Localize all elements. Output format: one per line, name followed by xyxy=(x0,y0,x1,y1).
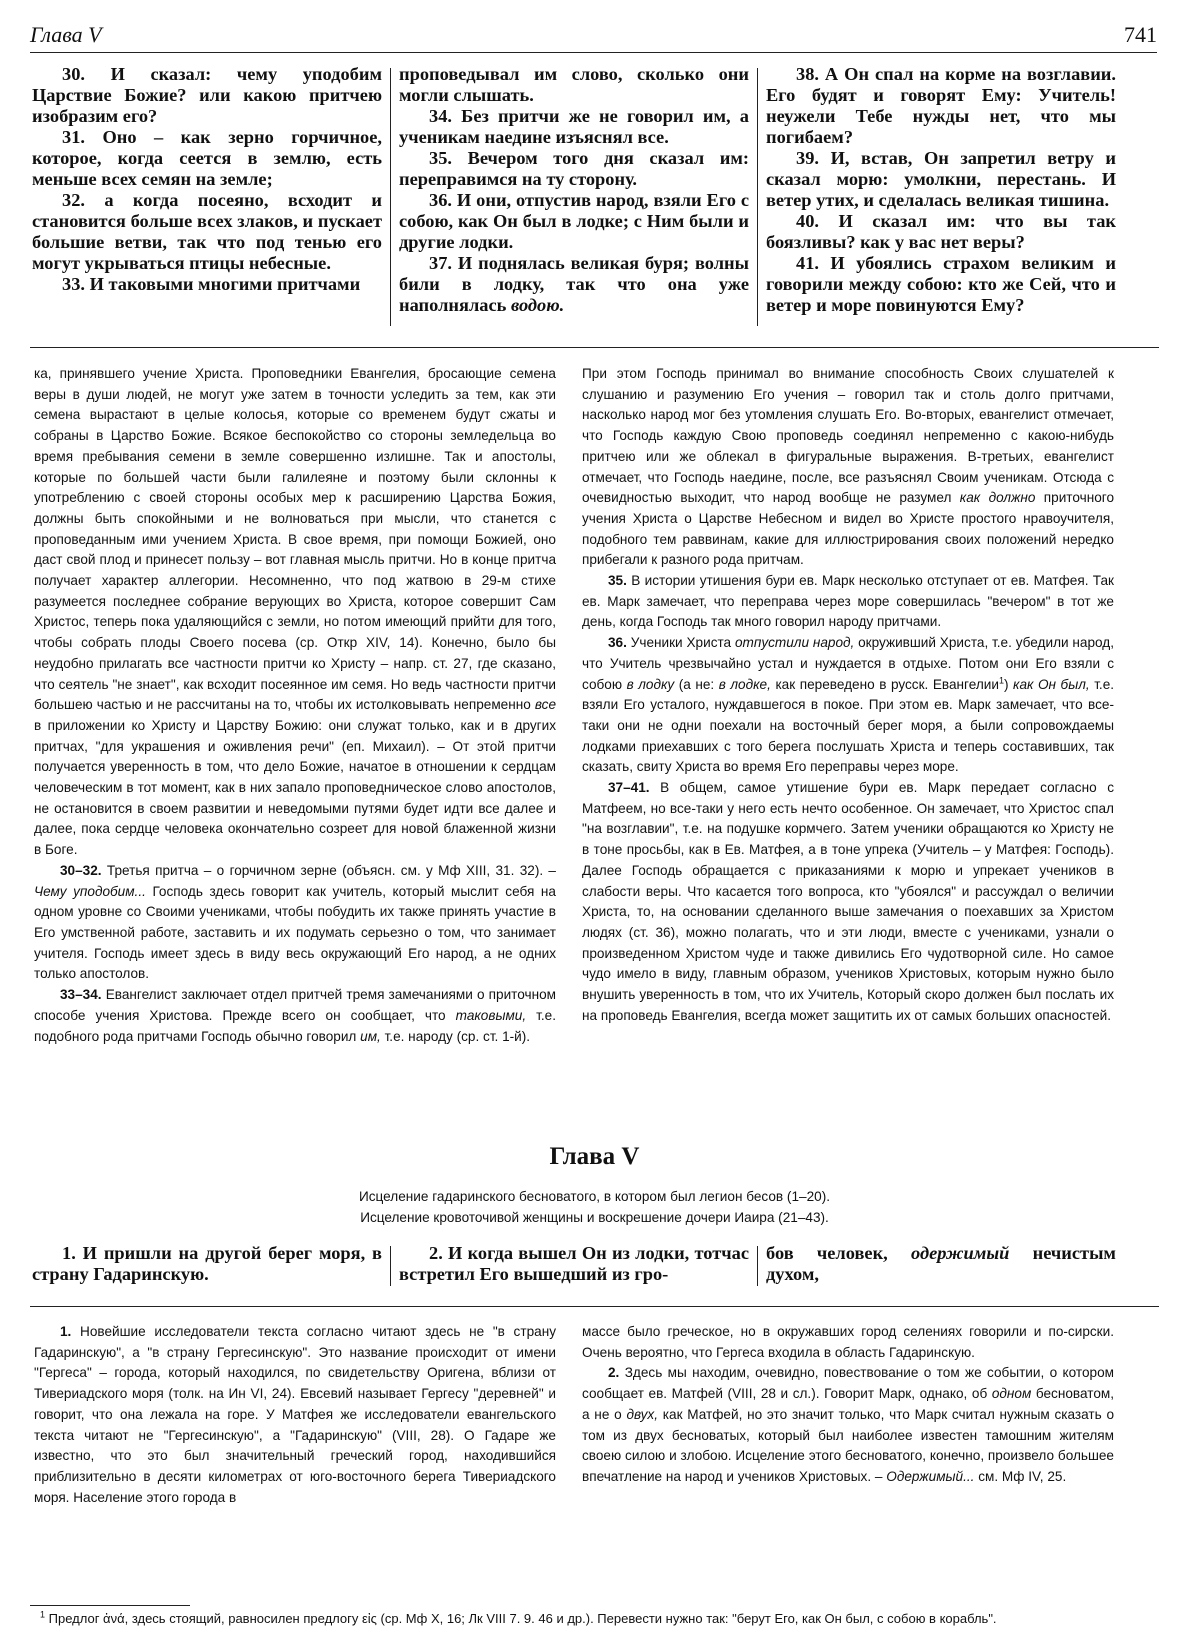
running-head-title: Глава V xyxy=(30,22,102,47)
verse-38: 38. А Он спал на корме на возглавии. Его будят и говорят Ему: Учитель! неужели Тебе нужды нет, что мы погибаем? xyxy=(766,64,1116,147)
running-head xyxy=(30,20,1157,53)
verse-column-3 xyxy=(766,64,1116,316)
commentary-bottom-left xyxy=(34,1322,556,1508)
commentary-paragraph: 33–34. Евангелист заключает отдел притчей тремя замечаниями о приточном способе учения Христова. Прежде всего он сообщает, что таковыми, т.е. подобного рода притчами Господь обычно говорил им, т.е. народу (ср. ст. 1-й). xyxy=(34,987,557,1044)
verse-1: 1. И пришли на другой берег моря, в страну Гадаринскую. xyxy=(32,1243,382,1284)
chapter-title: Глава V xyxy=(549,1143,640,1170)
commentary-left xyxy=(34,364,556,1047)
summary-line: Исцеление кровоточивой женщины и воскрешение дочери Иаира (21–43). xyxy=(360,1210,829,1225)
page-number: 741 xyxy=(1124,22,1157,47)
commentary-right xyxy=(582,364,1114,1027)
commentary-paragraph: 1. Новейшие исследователи текста согласно читают здесь не "в страну Гадаринскую", а "в страну Гергесинскую". Это название происходит от имени "Гергеса" – города, который находился, по свидетельству Оригена, вблизи от Тивериадского моря (толк. на Ин VI, 24). Евсевий называет Гергесу "деревней" и говорит, что она лежала на горе. У Матфея же исследователи евангельского текста читают не "Гергесинскую", а "Гадаринскую" (VIII, 28). О Гадаре же известно, что это был значительный греческий город, находившийся приблизительно в десяти километрах от юго-восточного берега Тивериадского моря. Население этого города в xyxy=(34,1324,556,1505)
chapter-verse-column-2 xyxy=(399,1243,749,1285)
verse-2-cont: бов человек, одержимый нечистым духом, xyxy=(766,1243,1116,1284)
footnote-number: 1 xyxy=(40,1609,46,1620)
verse-31: 31. Оно – как зерно горчичное, которое, когда сеется в землю, есть меньше всех семян на земле; xyxy=(32,127,382,189)
verse-column-1 xyxy=(32,64,382,295)
verse-33-end: проповедывал им слово, сколько они могли слышать. xyxy=(399,64,749,105)
chapter-verse-column-3 xyxy=(766,1243,1116,1285)
commentary-bottom-right xyxy=(582,1322,1114,1488)
verse-33-start: 33. И таковыми многими притчами xyxy=(62,274,361,294)
column-divider xyxy=(390,68,391,326)
verse-35: 35. Вечером того дня сказал им: переправимся на ту сторону. xyxy=(399,148,749,189)
commentary-paragraph: массе было греческое, но в окружавших город селениях говорили и по-сирски. Очень вероятно, что Гергеса входила в область Гадаринскую. xyxy=(582,1324,1114,1360)
footnote xyxy=(40,1610,1159,1628)
footnote-text: Предлог ἀνά, здесь стоящий, равносилен предлогу εἰς (ср. Мф X, 16; Лк VIII 7. 9. 46 и др.). Перевести нужно так: "берут Его, как Он был, с собою в корабль". xyxy=(48,1611,997,1626)
footnote-rule xyxy=(30,1605,190,1606)
footnote-marker: 1 xyxy=(998,675,1004,686)
verse-41: 41. И убоялись страхом великим и говорили между собою: кто же Сей, что и ветер и море повинуются Ему? xyxy=(766,253,1116,315)
column-divider xyxy=(757,1246,758,1286)
verse-40: 40. И сказал им: что вы так боязливы? как у вас нет веры? xyxy=(766,211,1116,252)
column-divider xyxy=(757,68,758,326)
verse-32: 32. а когда посеяно, всходит и становится больше всех злаков, и пускает большие ветви, так что под тенью его могут укрываться птицы небесные. xyxy=(32,190,382,273)
verse-37-emphasis: водою. xyxy=(510,295,565,315)
verse-column-2 xyxy=(399,64,749,316)
commentary-paragraph: ка, принявшего учение Христа. Проповедники Евангелия, бросающие семена веры в души людей, не могут уже затем в точности уследить за тем, как эти семена вырастают в целые колосья, которые со временем будут сжаты и собраны в Царство Божие. Всякое беспокойство со стороны земледельца во время пребывания семени в земле совершенно излишне. Так и апостолы, которые по большей части были галилеяне и поэтому были склонны к употреблению с своей стороны особых мер к расширению Царства Божия, должны быть спокойными и не волноваться при мысли, что станется с проповеданным ими учением Христа. В свое время, при помощи Божией, оно даст свой плод и принесет пользу – вот главная мысль притчи. Но в конце притча получает характер аллегории. Несомненно, что под жатвою в 29-м стихе разумеется последнее собрание верующих во Христа, которое совершит Сам Христос, теперь пока удаляющийся с земли, но потом имеющий прийти для того, чтобы собрать плоды Своего посева (ср. Откр XIV, 14). Конечно, было бы неудобно прилагать все частности притчи ко Христу – напр. ст. 27, где сказано, что сеятель "не знает", как всходит посеянное им семя. Но ведь частности притчи большею частью и не рассчитаны на то, чтобы их истолковывать непременно все в приложении ко Христу и Царству Божию: они служат только, как и в других притчах, "для украшения и оживления речи" (еп. Михаил). – От этой притчи получается уверенность в том, что дело Божие, начатое в отношении к сердцам человеческим в тот момент, как в них запало проповедническое слово апостолов, не остановится в своем развитии и неведомыми путями будет идти все далее и далее, пока сердце человека окончательно созреет для новой блаженной жизни в Боге. xyxy=(34,366,557,858)
commentary-paragraph: 36. Ученики Христа отпустили народ, окруживший Христа, т.е. убедили народ, что Учитель чрезвычайно устал и нуждается в отдыхе. Потом они Его взяли с собою в лодку (а не: в лодке, как переведено в русск. Евангелии$^1$) как Он был, т.е. взяли Его усталого, нуждавшегося в покое. При этом ев. Марк замечает, что все-таки они не одни поехали на восточный берег моря, а были сопровождаемы лодками приехавших с того берега послушать Христа и теперь составивших, так сказать, свиту Христа во время Его переправы через море. xyxy=(582,635,1115,775)
commentary-paragraph: 30–32. Третья притча – о горчичном зерне (объясн. см. у Мф XIII, 31. 32). – Чему уподобим... Господь здесь говорит как учитель, который мыслит себя на одном уровне со Своими учениками, чтобы побудить их также принять участие в Его умственной работе, заставить и их подумать серьезно о том, что занимает учителя. Господь имеет здесь в виду весь окружающий Его народ, а не одних только апостолов. xyxy=(34,862,556,982)
verse-36: 36. И они, отпустив народ, взяли Его с собою, как Он был в лодке; с Ним были и другие лодки. xyxy=(399,190,749,252)
column-divider xyxy=(390,1246,391,1286)
summary-line: Исцеление гадаринского бесноватого, в котором был легион бесов (1–20). xyxy=(358,1189,831,1204)
commentary-paragraph: При этом Господь принимал во внимание способность Своих слушателей к слушанию и разумению Его учения – говорил так и столь долго притчами, насколько народ мог без утомления слушать Его. Во-вторых, евангелист отмечает, что Господь каждую Свою проповедь соединял непременно с какою-нибудь притчею или же облекал в фигуральные выражения. В-третьих, евангелист отмечает, что Господь наедине, после, все разъяснял Своим ученикам. Отсюда с очевидностью выходит, что народ вообще не разумел как должно приточного учения Христа о Царстве Небесном и видел во Христе простого нравоучителя, подобного тем раввинам, какие для иллюстрирования своих положений нередко прибегали к разного рода притчам. xyxy=(582,366,1114,568)
verse-30: 30. И сказал: чему уподобим Царствие Божие? или какою притчею изобразим его? xyxy=(32,64,382,126)
verse-37-text: 37. И поднялась великая буря; волны били в лодку, так что она уже наполнялась xyxy=(399,253,749,315)
commentary-paragraph: 2. Здесь мы находим, очевидно, повествование о том же событии, о котором сообщает ев. Матфей (VIII, 28 и сл.). Говорит Марк, однако, об одном бесноватом, а не о двух, как Матфей, но это значит только, что Марк считал нужным сказать о том из двух бесноватых, который был наиболее известен тамошним жителям своею силою и злобою. Исцеление этого бесноватого, конечно, произвело большее впечатление на народ и учеников Христовых. – Одержимый... см. Мф IV, 25. xyxy=(582,1365,1115,1484)
verse-2: 2. И когда вышел Он из лодки, тотчас встретил Его вышедший из гро- xyxy=(399,1243,749,1284)
chapter-verse-column-1 xyxy=(32,1243,382,1285)
section-rule xyxy=(30,1306,1159,1307)
section-rule xyxy=(30,347,1159,348)
verse-39: 39. И, встав, Он запретил ветру и сказал морю: умолкни, перестань. И ветер утих, и сделалась великая тишина. xyxy=(766,148,1116,210)
verse-34: 34. Без притчи же не говорил им, а ученикам наедине изъяснял все. xyxy=(399,106,749,147)
chapter-summary xyxy=(0,1186,1189,1228)
commentary-paragraph: 37–41. В общем, самое утишение бури ев. Марк передает согласно с Матфеем, но все-таки у него есть нечто особенное. Он замечает, что Христос спал "на возглавии", т.е. на подушке кормчего. Затем ученики обращаются ко Христу не в тоне просьбы, как в Ев. Матфея, а в тоне упрека (Учитель – у Матфея: Господь). Далее Господь обращается с приказаниями к морю и упрекает учеников в слабости веры. Что касается того вопроса, кто "убоялся" и рассуждал о величии Христа, то, на основании сделанного выше замечания о поехавших за Христом людях (ст. 36), можно полагать, что и эти люди, вместе с учениками, узнали о произведенном Христом чуде и также дивились Его чудотворной силе. Но самое чудо имело в виду, главным образом, учеников Христовых, которым нужно было внушить уверенность в том, что их Учитель, Который скоро должен был послать их на проповедь Евангелия, всегда может защитить их от самых больших опасностей. xyxy=(582,780,1114,1023)
verse-37 xyxy=(399,253,749,316)
commentary-paragraph: 35. В истории утишения бури ев. Марк несколько отступает от ев. Матфея. Так ев. Марк замечает, что переправа через море совершилась "вечером" в тот же день, когда Господь так много говорил народу притчами. xyxy=(582,573,1115,630)
